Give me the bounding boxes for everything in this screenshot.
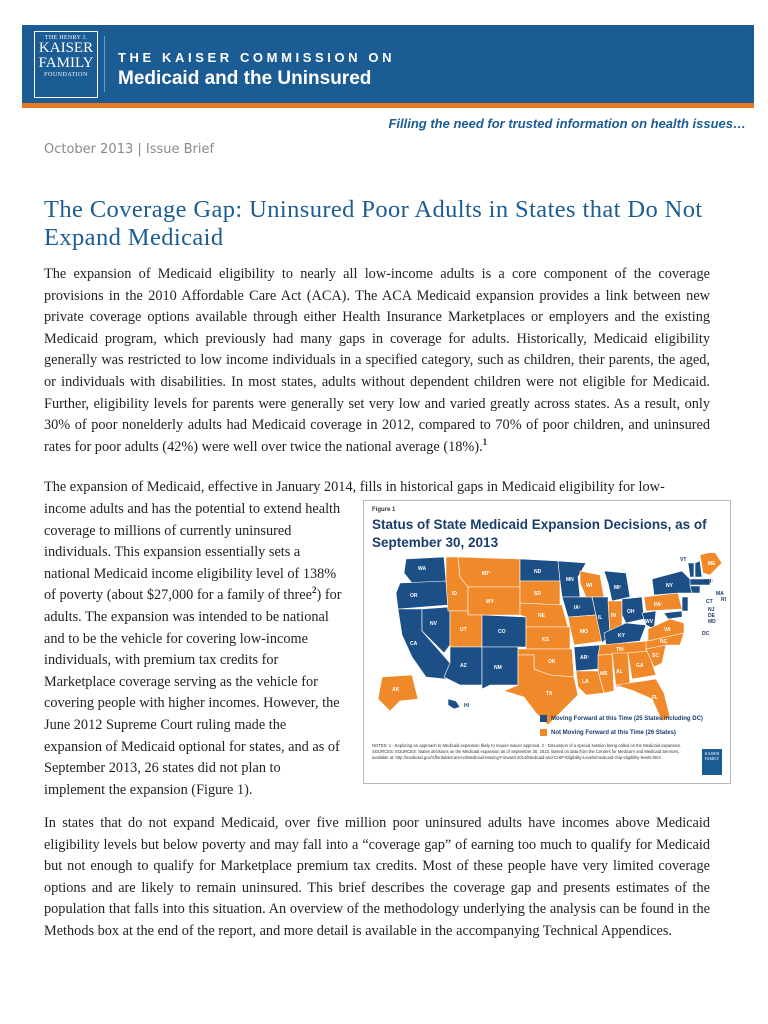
label-or: OR xyxy=(410,593,418,599)
label-id: ID xyxy=(452,591,457,597)
page-title: The Coverage Gap: Uninsured Poor Adults in States that Do Not Expand Medicaid xyxy=(44,196,703,251)
footnote-1[interactable]: 1 xyxy=(482,436,488,447)
label-ky: KY xyxy=(618,633,625,639)
label-ct: CT xyxy=(706,599,713,605)
figure-notes-text: NOTES: 1 - Exploring an approach to Medicaid expansion likely to require waiver approval. 2 - Discussion of a special session being called on the Medicaid expansion. xyxy=(372,743,682,748)
state-vt[interactable] xyxy=(688,563,694,577)
state-md[interactable] xyxy=(664,611,682,619)
figure-1 xyxy=(363,500,731,784)
label-mi: MI² xyxy=(614,585,622,591)
kff-logo[interactable] xyxy=(34,31,98,98)
paragraph-coverage-gap: In states that do not expand Medicaid, over five million poor uninsured adults have incomes above Medicaid eligibility levels but below poverty and may fall into a “coverage gap” of earning too much to qualify for Medicaid but not enough to qualify for Marketplace premium tax credits. Most of these people have very limited coverage options and are likely to remain uninsured. This brief describes the coverage gap and presents estimates of the population that falls into this situation. An overview of the methodology underlying the analysis can be found in the Methods box at the end of the report, and more detail is available in the accompanying Technical Appendices. xyxy=(44,815,710,939)
label-ms: MS xyxy=(600,671,608,677)
state-hi[interactable] xyxy=(448,699,460,709)
commission-name: THE KAISER COMMISSION ON xyxy=(118,50,396,65)
label-oh: OH xyxy=(627,609,635,615)
label-dc: DC xyxy=(702,631,710,637)
logo-line-1: THE HENRY J. xyxy=(44,35,88,41)
label-md: MD xyxy=(708,619,716,625)
label-tn: TN¹ xyxy=(616,647,625,653)
label-az: AZ xyxy=(460,663,467,669)
label-ok: OK xyxy=(548,659,556,665)
us-medicaid-map xyxy=(364,553,730,728)
label-sc: SC xyxy=(652,653,659,659)
label-de: DE xyxy=(708,613,715,619)
label-nh: NH¹ xyxy=(704,579,713,585)
label-vt: VT xyxy=(680,557,687,563)
state-nh[interactable] xyxy=(695,561,702,577)
legend-not-moving xyxy=(540,729,676,736)
figure-notes xyxy=(372,743,690,761)
label-wy: WY xyxy=(486,599,495,605)
legend-not-moving-label: Not Moving Forward at this Time (26 States) xyxy=(551,730,676,737)
label-ne: NE xyxy=(538,613,545,619)
label-ma: MA xyxy=(716,591,724,597)
figure-sources-text[interactable]: SOURCES: SOURCES: States decisions on the Medicaid expansion as of September 30, 2013. Based on data from the Centers for Medicare and Medicaid Services, available at: http://medicaid.gov/AffordableCareAct/Medicaid-Moving-Forward-2014/Medicaid-and-CHIP-Eligibility-Levels/medicaid-chip-eligibility-levels.html xyxy=(372,749,680,760)
label-ny: NY xyxy=(666,583,673,589)
label-ri: RI xyxy=(721,597,726,603)
logo-line-4: FOUNDATION xyxy=(44,72,88,78)
label-mo: MO xyxy=(580,629,589,635)
figure-label: Figure 1 xyxy=(372,507,396,513)
label-tx: TX xyxy=(546,691,553,697)
footnote-2[interactable]: 2 xyxy=(311,585,317,596)
label-mt: MT¹ xyxy=(482,571,491,577)
label-nd: ND xyxy=(534,569,542,575)
label-ut: UT xyxy=(460,627,467,633)
label-ak: AK xyxy=(392,687,400,693)
label-va: VA xyxy=(664,627,671,633)
label-nj: NJ xyxy=(708,607,715,613)
label-ar: AR¹ xyxy=(580,655,589,661)
label-ca: CA xyxy=(410,641,418,647)
figure-kff-logo: KAISER FAMILY xyxy=(702,749,722,775)
label-mn: MN xyxy=(566,577,574,583)
label-in: IN xyxy=(611,613,616,619)
legend-swatch-moving xyxy=(540,715,547,722)
label-ks: KS xyxy=(542,637,549,643)
paragraph-expansion xyxy=(44,499,344,801)
label-ia: IA¹ xyxy=(574,605,581,611)
paragraph-expansion-rest: ) for adults. The expansion was intended to be national and to be the vehicle for covering low-income individuals, with premium tax credits for Marketplace coverage serving as the vehicle for covering people with higher incomes. However, the June 2012 Supreme Court ruling made the expansion of Medicaid optional for states, and as of September 2013, 26 states did not plan to implement the expansion (Figure 1). xyxy=(44,587,342,798)
program-name: Medicaid and the Uninsured xyxy=(118,68,372,89)
label-pa: PA¹ xyxy=(654,602,663,608)
state-nj[interactable] xyxy=(682,597,688,611)
paragraph-intro-text: The expansion of Medicaid eligibility to nearly all low-income adults is a core component of the coverage provisions in the 2010 Affordable Care Act (ACA). The ACA Medicaid expansion provides a link between new private coverage options available through either Health Insurance Marketplaces or employers and the existing Medicaid program, which previously had many gaps in coverage for adults. Historically, Medicaid eligibility generally was restricted to low income individuals in a specified category, such as children, their parents, the aged, or individuals with disabilities. In most states, adults without dependent children were not eligible for Medicaid. Further, eligibility levels for parents were generally set very low and varied greatly across states. As a result, only 30% of poor nonelderly adults had Medicaid coverage in 2012, compared to 70% of poor children, and uninsured rates for poor adults (42%) were well over twice the national average (18%). xyxy=(44,266,710,455)
label-nm: NM xyxy=(494,665,502,671)
label-al: AL xyxy=(616,669,623,675)
label-sd: SD xyxy=(534,591,541,597)
state-pa[interactable] xyxy=(644,593,682,611)
label-wv: WV xyxy=(645,619,654,625)
state-ct[interactable] xyxy=(690,586,700,593)
dateline: October 2013 | Issue Brief xyxy=(44,142,215,157)
figure-title: Status of State Medicaid Expansion Decisions, as of September 30, 2013 xyxy=(372,517,707,550)
header-divider xyxy=(104,36,105,92)
label-nc: NC xyxy=(660,639,668,645)
paragraph-expansion-lead: The expansion of Medicaid, effective in January 2014, fills in historical gaps in Medicaid eligibility for low- xyxy=(44,479,665,495)
label-co: CO xyxy=(498,629,506,635)
label-il: IL xyxy=(598,615,603,621)
label-me: ME xyxy=(708,561,716,567)
paragraph-intro xyxy=(44,264,710,458)
label-hi: HI xyxy=(464,703,469,709)
legend-moving-label: Moving Forward at this Time (25 States including DC) xyxy=(551,716,703,723)
legend-swatch-not-moving xyxy=(540,729,547,736)
logo-line-3: FAMILY xyxy=(38,55,94,71)
state-or[interactable] xyxy=(396,581,448,609)
logo-line-2: KAISER xyxy=(38,40,94,56)
label-ga: GA xyxy=(636,663,644,669)
label-la: LA xyxy=(582,679,589,685)
label-fl: FL xyxy=(652,695,659,701)
header-accent-stripe xyxy=(22,103,754,108)
label-wa: WA xyxy=(418,566,427,572)
state-ak[interactable] xyxy=(378,675,418,711)
legend-moving xyxy=(540,715,703,722)
paragraph-expansion-text: income adults and has the potential to extend health coverage to millions of currently uninsured individuals. This expansion essentially sets a national Medicaid income eligibility level of 138% of poverty (about $27,000 for a family of three xyxy=(44,501,341,604)
tagline: Filling the need for trusted information on health issues… xyxy=(388,116,746,131)
label-nv: NV xyxy=(430,621,437,627)
label-wi: WI xyxy=(586,583,593,589)
